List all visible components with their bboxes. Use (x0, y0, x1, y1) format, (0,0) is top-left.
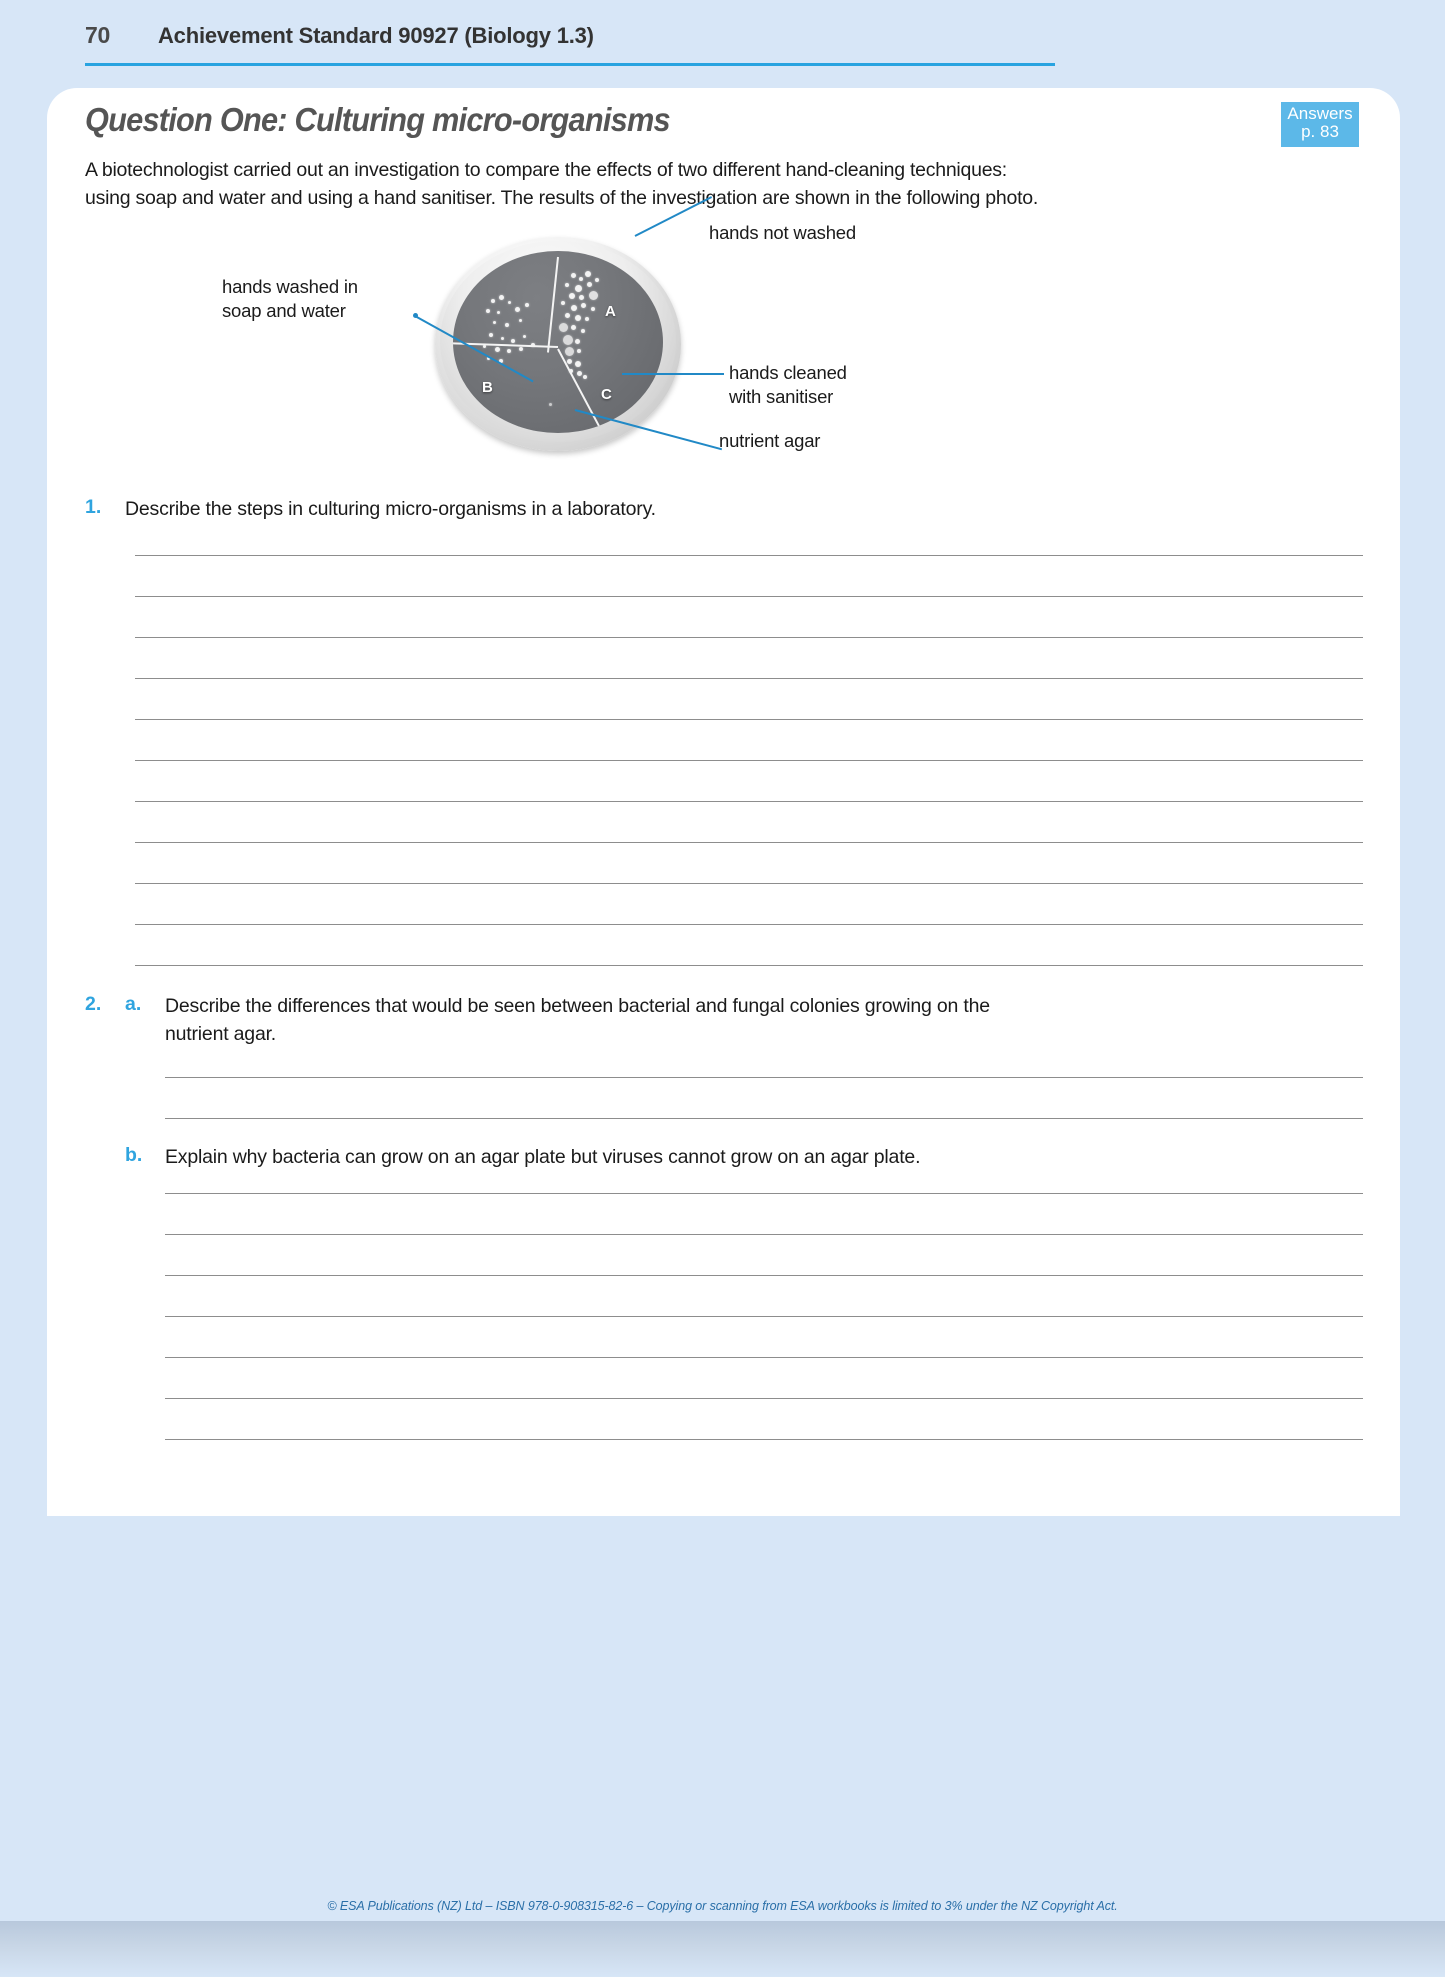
question-2b-letter: b. (125, 1144, 143, 1166)
callout-hands-cleaned-line2: with sanitiser (729, 386, 834, 408)
question-2b-text-line1: Explain why bacteria can grow on an agar plate but viruses cannot grow on an agar plate. (165, 1146, 921, 1168)
intro-paragraph (85, 156, 1365, 213)
answer-line[interactable] (135, 924, 1363, 925)
footer-copyright: © ESA Publications (NZ) Ltd – ISBN 978-0-908315-82-6 – Copying or scanning from ESA workbooks is limited to 3% under the NZ Copyright Act. (327, 1899, 1118, 1913)
answer-line[interactable] (165, 1275, 1363, 1276)
answer-line[interactable] (135, 555, 1363, 556)
page-header (0, 0, 1445, 72)
answer-line[interactable] (165, 1357, 1363, 1358)
answers-badge-line2: p. 83 (1301, 122, 1339, 142)
question-1-text (125, 496, 1025, 524)
answer-line[interactable] (135, 760, 1363, 761)
callout-hands-washed-line1: hands washed in (222, 276, 358, 297)
answer-line[interactable] (135, 883, 1363, 884)
callout-nutrient-agar-text: nutrient agar (719, 430, 821, 451)
leader-line-hands-sanitiser (622, 373, 724, 375)
callout-hands-washed-line2: soap and water (222, 300, 346, 322)
callout-hands-washed (222, 275, 358, 324)
answers-badge[interactable] (1281, 102, 1359, 147)
callout-hands-cleaned-line1: hands cleaned (729, 362, 847, 383)
answer-line[interactable] (165, 1077, 1363, 1078)
answer-line[interactable] (165, 1398, 1363, 1399)
answer-line[interactable] (165, 1118, 1363, 1119)
header-rule (85, 63, 1055, 66)
page-title: Achievement Standard 90927 (Biology 1.3) (157, 23, 594, 48)
intro-line-2: using soap and water and using a hand sanitiser. The results of the investigation are shown in the following photo. (85, 187, 1039, 210)
petri-dish-figure (47, 213, 1400, 478)
question-2a-text-line2: nutrient agar. (165, 1022, 277, 1045)
nutrient-agar-surface (453, 251, 663, 433)
answer-line[interactable] (135, 596, 1363, 597)
petri-dish-photo (427, 219, 689, 461)
question-2a-text-line1: Describe the differences that would be seen between bacterial and fungal colonies growing on the (165, 995, 990, 1017)
sector-divider-line (547, 257, 559, 353)
answer-line[interactable] (165, 1316, 1363, 1317)
answers-badge-line1: Answers (1287, 104, 1353, 123)
leader-dot-hands-washed (413, 313, 418, 318)
answer-line[interactable] (135, 842, 1363, 843)
question-2a-text (165, 993, 1265, 1048)
zone-label-c: C (601, 386, 612, 403)
callout-nutrient-agar (719, 429, 820, 453)
answer-line[interactable] (165, 1234, 1363, 1235)
answer-line[interactable] (135, 637, 1363, 638)
callout-hands-not-washed-text: hands not washed (709, 222, 856, 243)
callout-hands-not-washed (709, 221, 856, 245)
zone-label-a: A (605, 303, 616, 320)
question-2a-letter: a. (125, 993, 142, 1015)
content-card (47, 88, 1400, 1516)
petri-dish-outer-rim (435, 237, 681, 451)
answer-line[interactable] (135, 965, 1363, 966)
header-inner (85, 22, 594, 49)
answer-line[interactable] (135, 678, 1363, 679)
zone-label-b: B (482, 379, 493, 396)
answer-line[interactable] (165, 1439, 1363, 1440)
footer-band (0, 1921, 1445, 1977)
intro-line-1: A biotechnologist carried out an investigation to compare the effects of two different hand-cleaning techniques: (85, 159, 1007, 181)
answer-line[interactable] (135, 719, 1363, 720)
page-number: 70 (85, 22, 110, 48)
answer-line[interactable] (165, 1193, 1363, 1194)
question-1-number: 1. (85, 496, 102, 518)
answer-line[interactable] (135, 801, 1363, 802)
question-2-number: 2. (85, 993, 102, 1015)
question-heading: Question One: Culturing micro-organisms (85, 101, 670, 138)
question-2b-text (165, 1144, 1265, 1172)
question-1-text-line1: Describe the steps in culturing micro-organisms in a laboratory. (125, 498, 656, 520)
petri-dish-inner-rim (440, 241, 676, 442)
callout-hands-cleaned-sanitiser (729, 361, 847, 410)
